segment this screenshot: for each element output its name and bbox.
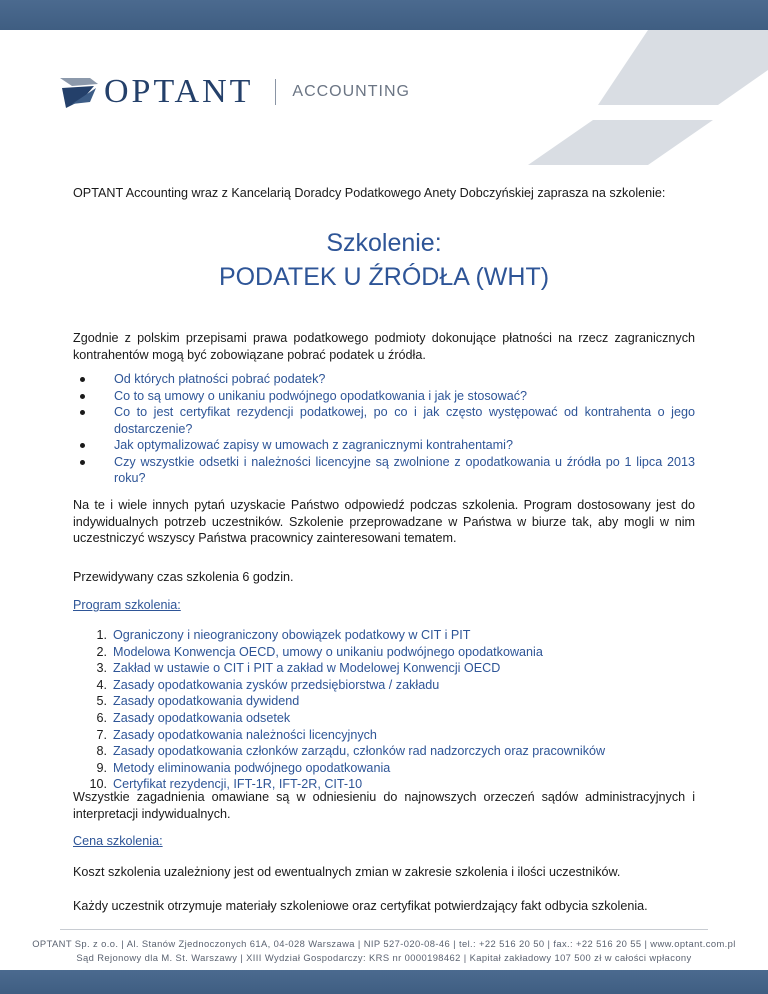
page-title-line1: Szkolenie: [326, 229, 442, 257]
list-item: 7. Zasady opodatkowania należności licencyjnych [96, 727, 377, 742]
price-heading: Cena szkolenia: [73, 834, 163, 848]
logo-divider [275, 79, 276, 105]
materials-text: Każdy uczestnik otrzymuje materiały szkoleniowe oraz certyfikat potwierdzający fakt odbycia szkolenia. [73, 899, 648, 913]
list-item: Co to są umowy o unikaniu podwójnego opodatkowania i jak je stosować? [73, 388, 695, 405]
bullet-icon [80, 394, 85, 399]
list-item: 1. Ograniczony i nieograniczony obowiązek podatkowy w CIT i PIT [96, 628, 471, 642]
intro-text: OPTANT Accounting wraz z Kancelarią Doradcy Podatkowego Anety Dobczyńskiej zaprasza na szkolenie: [73, 186, 666, 200]
bullet-icon [80, 377, 85, 382]
duration-text: Przewidywany czas szkolenia 6 godzin. [73, 570, 294, 584]
logo-subtitle: ACCOUNTING [292, 83, 410, 100]
list-item: Czy wszystkie odsetki i należności licencyjne są zwolnione z opodatkowania u źródła po 1 lipca 2013 roku? [73, 454, 695, 487]
list-item: 10. Certyfikat rezydencji, IFT-1R, IFT-2R, CIT-10 [89, 777, 363, 792]
list-item: 2. Modelowa Konwencja OECD, umowy o unikaniu podwójnego opodatkowania [96, 644, 543, 659]
footer-registry: Sąd Rejonowy dla M. St. Warszawy | XIII Wydział Gospodarczy: KRS nr 0000198462 | Kapitał zakładowy 107 500 zł w całości wpłacony [76, 952, 692, 963]
program-list [73, 627, 605, 793]
logo-wordmark: OPTANT [104, 73, 254, 110]
list-item: 5. Zasady opodatkowania dywidend [96, 694, 300, 709]
question-list [73, 371, 695, 487]
decorative-parallelograms [518, 30, 768, 165]
deco-shape-top [598, 30, 768, 105]
list-item: Od których płatności pobrać podatek? [73, 371, 695, 388]
top-banner [0, 0, 768, 30]
list-item: 4. Zasady opodatkowania zysków przedsiębiorstwa / zakładu [96, 677, 440, 692]
list-item: Jak optymalizować zapisy w umowach z zagranicznymi kontrahentami? [73, 437, 695, 454]
bullet-icon [80, 410, 85, 415]
company-logo [60, 72, 410, 112]
bullet-icon [80, 443, 85, 448]
footer-divider [60, 929, 708, 930]
bottom-banner [0, 970, 768, 994]
list-item: 9. Metody eliminowania podwójnego opodatkowania [96, 760, 391, 775]
page-title-line2: PODATEK U ŹRÓDŁA (WHT) [218, 263, 550, 291]
list-item: 6. Zasady opodatkowania odsetek [96, 710, 291, 725]
answer-paragraph: Na te i wiele innych pytań uzyskacie Państwo odpowiedź podczas szkolenia. Program dostosowany jest do indywidualnych potrzeb uczestników. Szkolenie przeprowadzane w Państwa w biurze tak, aby mogli w nim uczestniczyć wszyscy Państwa pracownicy zainteresowani tematem. [73, 498, 695, 545]
bullet-icon [80, 460, 85, 465]
scope-paragraph: Wszystkie zagadnienia omawiane są w odniesieniu do najnowszych orzeczeń sądów administracyjnych i interpretacji indywidualnych. [73, 790, 695, 821]
program-heading: Program szkolenia: [73, 598, 181, 612]
deco-shape-bottom [528, 120, 713, 165]
cost-text: Koszt szkolenia uzależniony jest od ewentualnych zmian w zakresie szkolenia i ilości uczestników. [73, 865, 621, 879]
list-item: 8. Zasady opodatkowania członków zarządu, członków rad nadzorczych oraz pracowników [96, 744, 606, 759]
footer-address: OPTANT Sp. z o.o. | Al. Stanów Zjednoczonych 61A, 04-028 Warszawa | NIP 527-020-08-46 | tel.: +22 516 20 50 | fax.: +22 516 20 55 | www.optant.com.pl [32, 938, 736, 949]
list-item: 3. Zakład w ustawie o CIT i PIT a zakład w Modelowej Konwencji OECD [96, 661, 501, 676]
optant-logo-icon [60, 74, 100, 110]
list-item: Co to jest certyfikat rezydencji podatkowej, po co i jak często występować od kontrahenta o jego dostarczenie? [73, 404, 695, 437]
lead-paragraph: Zgodnie z polskim przepisami prawa podatkowego podmioty dokonujące płatności na rzecz zagranicznych kontrahentów mogą być zobowiązane pobrać podatek u źródła. [73, 331, 695, 362]
